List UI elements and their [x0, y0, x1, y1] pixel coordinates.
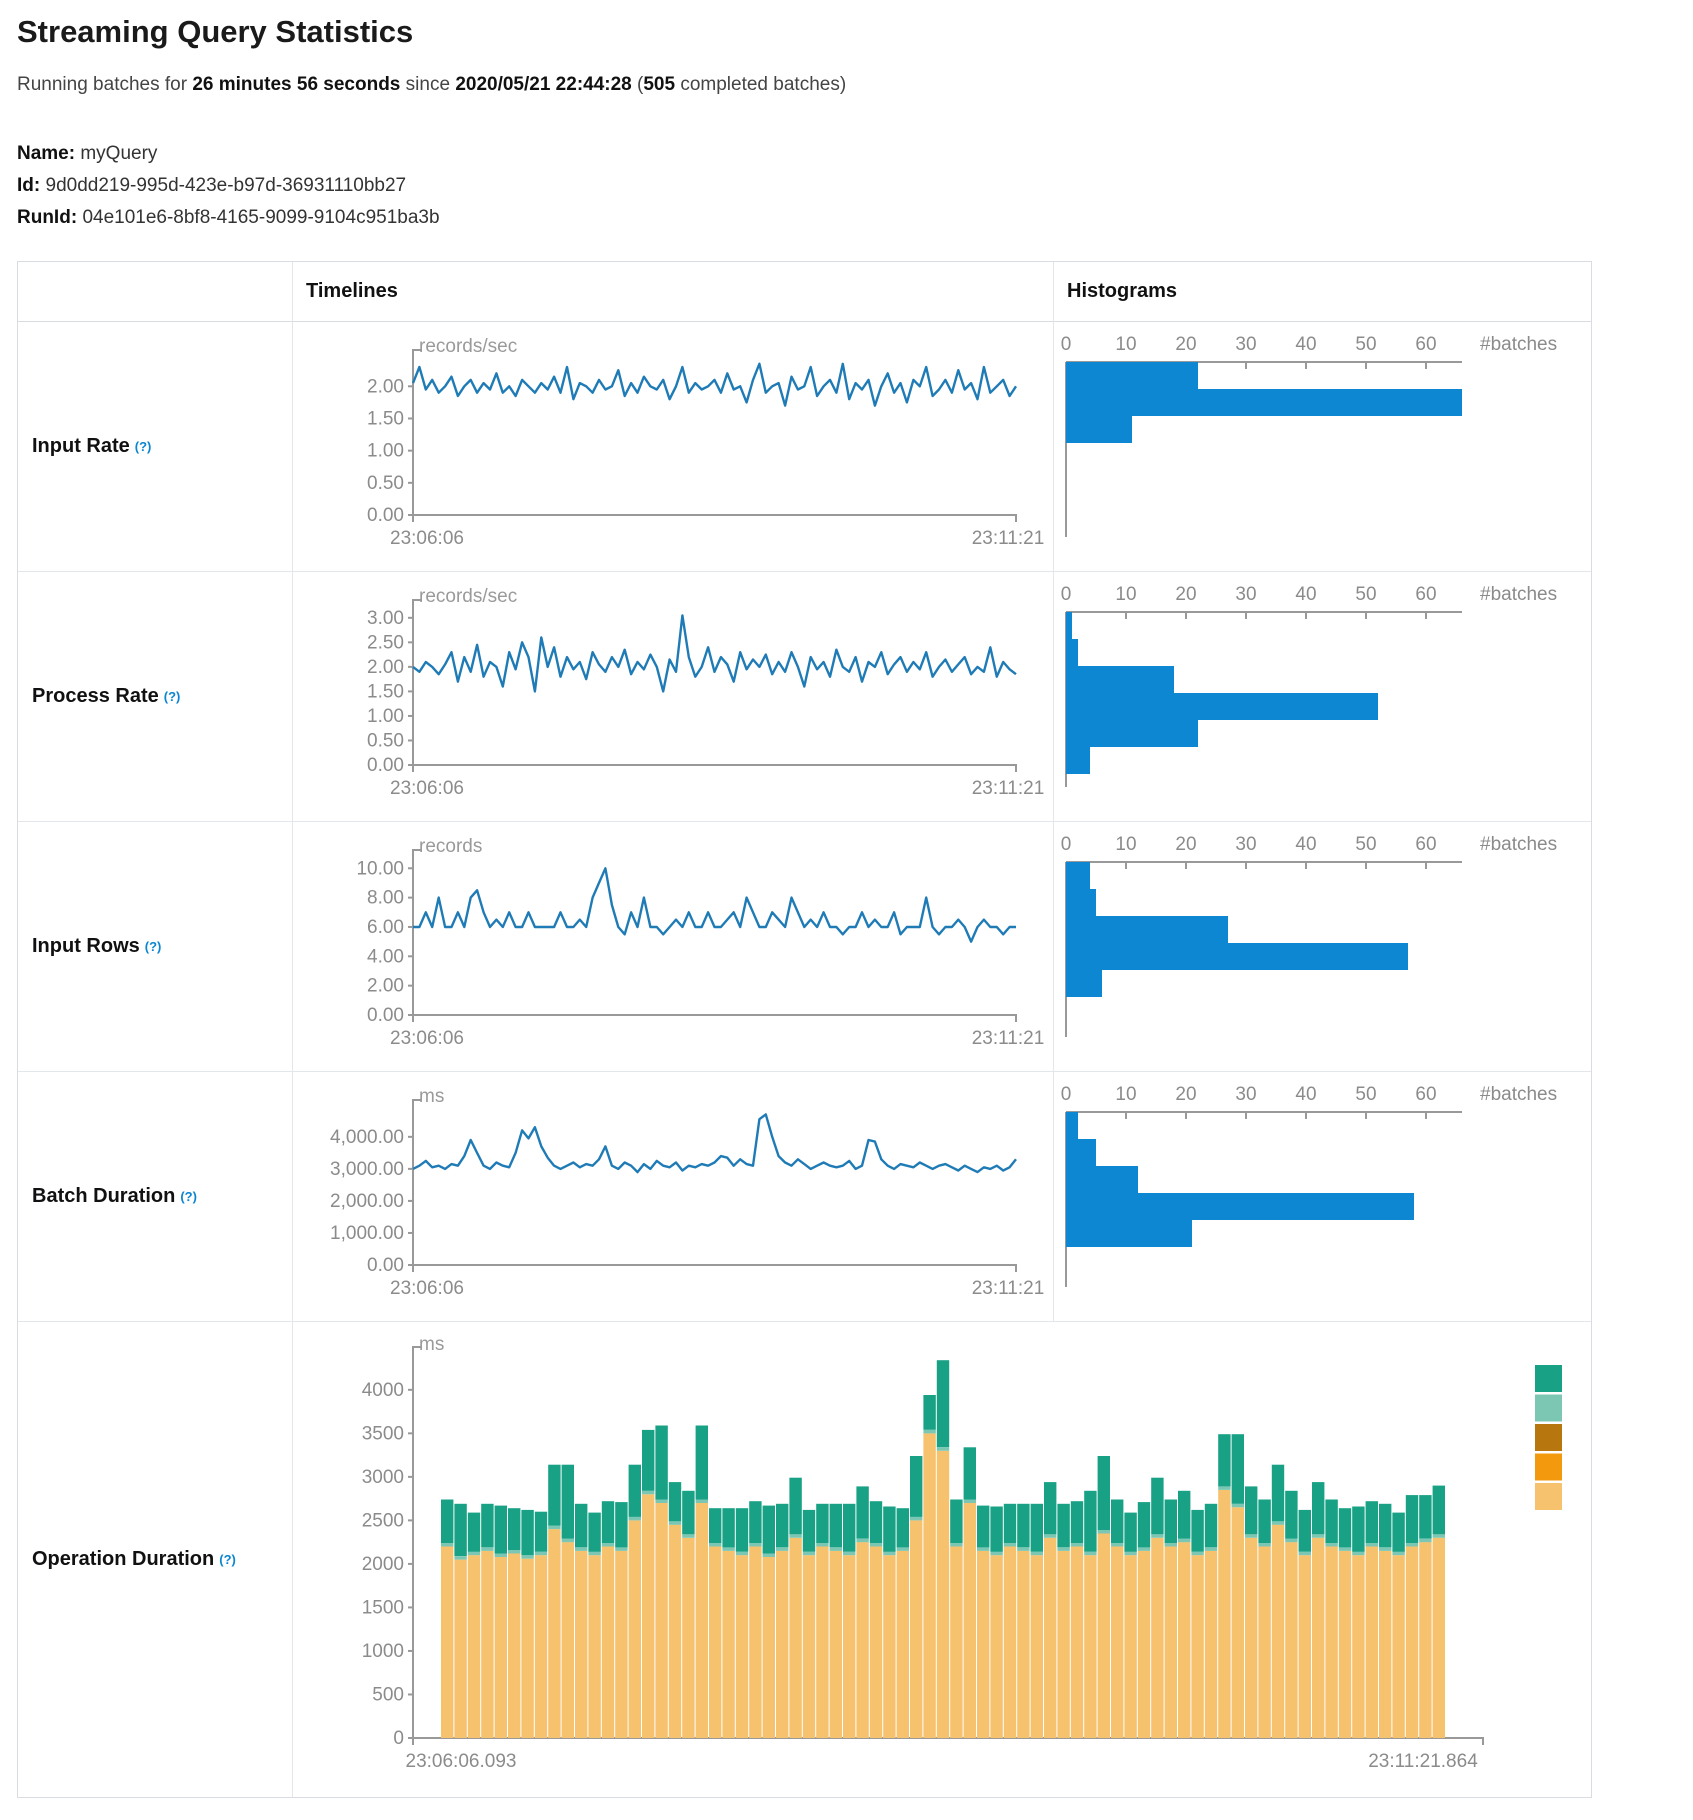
svg-text:20: 20 [1175, 834, 1197, 855]
header-histograms: Histograms [1054, 262, 1591, 322]
row-label-input-rate [18, 322, 293, 572]
query-runid-label: RunId: [17, 207, 78, 228]
summary-suffix: completed batches) [675, 74, 847, 95]
svg-text:20: 20 [1175, 334, 1197, 355]
svg-text:#batches: #batches [1480, 834, 1558, 855]
svg-text:3500: 3500 [361, 1423, 404, 1445]
legend-swatch-0 [1535, 1365, 1562, 1392]
legend-swatch-2 [1535, 1424, 1562, 1451]
svg-text:0.00: 0.00 [367, 505, 404, 526]
svg-text:40: 40 [1295, 1084, 1317, 1105]
svg-text:0: 0 [1060, 584, 1072, 605]
operation-duration-stacked-chart [293, 1322, 1591, 1797]
header-empty-cell [18, 262, 293, 322]
svg-text:60: 60 [1415, 584, 1437, 605]
svg-text:1.50: 1.50 [367, 681, 404, 703]
svg-text:23:06:06: 23:06:06 [390, 1278, 464, 1299]
svg-text:60: 60 [1415, 334, 1437, 355]
summary-prefix: Running batches for [17, 74, 193, 95]
svg-text:50: 50 [1355, 584, 1377, 605]
svg-text:60: 60 [1415, 834, 1437, 855]
summary-paren: ( [631, 74, 644, 95]
svg-text:3000: 3000 [361, 1466, 404, 1488]
query-metadata [17, 138, 440, 234]
svg-text:30: 30 [1235, 834, 1257, 855]
batch-duration-histogram-chart [1054, 1072, 1591, 1322]
input-rows-help-icon[interactable]: (?) [144, 939, 162, 954]
legend-swatch-1 [1535, 1395, 1562, 1422]
svg-text:records/sec: records/sec [419, 586, 518, 607]
svg-text:23:11:21: 23:11:21 [971, 528, 1045, 549]
svg-text:6.00: 6.00 [367, 916, 404, 938]
svg-text:40: 40 [1295, 834, 1317, 855]
svg-text:#batches: #batches [1480, 584, 1558, 605]
input-rate-histogram-chart [1054, 322, 1591, 572]
svg-text:20: 20 [1175, 584, 1197, 605]
query-runid-value: 04e101e6-8bf8-4165-9099-9104c951ba3b [82, 207, 440, 228]
query-id-value: 9d0dd219-995d-423e-b97d-36931110bb27 [45, 175, 407, 196]
summary-mid: since [400, 74, 456, 95]
batch-duration-timeline-chart [293, 1072, 1054, 1322]
svg-text:30: 30 [1235, 1084, 1257, 1105]
svg-text:50: 50 [1355, 334, 1377, 355]
svg-text:10: 10 [1115, 334, 1137, 355]
svg-text:1.00: 1.00 [367, 440, 404, 462]
query-name-line [17, 138, 440, 170]
svg-text:#batches: #batches [1480, 334, 1558, 355]
svg-text:4000: 4000 [361, 1379, 404, 1401]
svg-text:30: 30 [1235, 334, 1257, 355]
svg-text:0.00: 0.00 [367, 1005, 404, 1026]
svg-text:0: 0 [1060, 334, 1072, 355]
svg-text:500: 500 [372, 1684, 404, 1706]
svg-text:23:11:21.864: 23:11:21.864 [1368, 1751, 1478, 1772]
svg-text:4,000.00: 4,000.00 [330, 1126, 404, 1148]
legend-swatch-4 [1535, 1483, 1562, 1510]
svg-text:10: 10 [1115, 584, 1137, 605]
svg-text:0.50: 0.50 [367, 472, 404, 494]
row-label-input-rows [18, 822, 293, 1072]
svg-text:1.50: 1.50 [367, 408, 404, 430]
svg-text:2500: 2500 [361, 1510, 404, 1532]
legend-swatch-3 [1535, 1454, 1562, 1481]
running-batches-summary [17, 74, 846, 96]
batch-duration-label: Batch Duration [32, 1185, 176, 1207]
input-rate-timeline-chart [293, 322, 1054, 572]
svg-text:8.00: 8.00 [367, 887, 404, 909]
svg-text:23:06:06: 23:06:06 [390, 528, 464, 549]
svg-text:10.00: 10.00 [356, 858, 404, 880]
input-rate-label: Input Rate [32, 435, 130, 457]
svg-text:23:06:06: 23:06:06 [390, 1028, 464, 1049]
operation-duration-label: Operation Duration [32, 1548, 215, 1570]
svg-text:ms: ms [419, 1334, 445, 1355]
svg-text:2.50: 2.50 [367, 632, 404, 654]
statistics-table [17, 261, 1592, 1798]
svg-text:50: 50 [1355, 1084, 1377, 1105]
svg-text:2000: 2000 [361, 1553, 404, 1575]
batch-duration-help-icon[interactable]: (?) [180, 1189, 197, 1204]
svg-text:records/sec: records/sec [419, 336, 518, 357]
svg-text:0.00: 0.00 [367, 1255, 404, 1276]
svg-text:30: 30 [1235, 584, 1257, 605]
input-rows-histogram-chart [1054, 822, 1591, 1072]
svg-text:ms: ms [419, 1086, 445, 1107]
process-rate-help-icon[interactable]: (?) [163, 689, 181, 704]
process-rate-histogram-chart [1054, 572, 1591, 822]
svg-text:2.00: 2.00 [367, 975, 404, 997]
svg-text:2.00: 2.00 [367, 656, 404, 678]
svg-text:23:06:06: 23:06:06 [390, 778, 464, 799]
process-rate-timeline-chart [293, 572, 1054, 822]
svg-text:50: 50 [1355, 834, 1377, 855]
svg-text:40: 40 [1295, 334, 1317, 355]
input-rows-label: Input Rows [32, 935, 140, 957]
svg-text:2,000.00: 2,000.00 [330, 1190, 404, 1212]
svg-text:1,000.00: 1,000.00 [330, 1222, 404, 1244]
completed-batch-count: 505 [643, 74, 676, 95]
svg-text:1.00: 1.00 [367, 705, 404, 727]
svg-text:3,000.00: 3,000.00 [330, 1158, 404, 1180]
svg-text:0: 0 [1060, 834, 1072, 855]
svg-text:10: 10 [1115, 1084, 1137, 1105]
svg-text:0: 0 [1060, 1084, 1072, 1105]
svg-text:60: 60 [1415, 1084, 1437, 1105]
row-label-process-rate [18, 572, 293, 822]
svg-text:0: 0 [393, 1728, 404, 1749]
svg-text:records: records [419, 836, 483, 857]
start-timestamp: 2020/05/21 22:44:28 [455, 74, 632, 95]
row-label-operation-duration [18, 1322, 293, 1797]
query-runid-line [17, 202, 440, 234]
svg-text:40: 40 [1295, 584, 1317, 605]
header-timelines: Timelines [293, 262, 1054, 322]
svg-text:1000: 1000 [361, 1640, 404, 1662]
operation-duration-help-icon[interactable]: (?) [219, 1552, 236, 1567]
query-name-value: myQuery [80, 143, 158, 164]
svg-text:#batches: #batches [1480, 1084, 1558, 1105]
svg-text:23:11:21: 23:11:21 [971, 778, 1045, 799]
row-label-batch-duration [18, 1072, 293, 1322]
svg-text:23:11:21: 23:11:21 [971, 1278, 1045, 1299]
svg-text:0.00: 0.00 [367, 755, 404, 776]
svg-text:4.00: 4.00 [367, 946, 404, 968]
query-id-label: Id: [17, 175, 41, 196]
input-rate-help-icon[interactable]: (?) [134, 439, 152, 454]
process-rate-label: Process Rate [32, 685, 159, 707]
page-title: Streaming Query Statistics [17, 14, 414, 49]
svg-text:23:06:06.093: 23:06:06.093 [405, 1751, 517, 1772]
svg-text:23:11:21: 23:11:21 [971, 1028, 1045, 1049]
query-id-line [17, 170, 440, 202]
svg-text:1500: 1500 [361, 1597, 404, 1619]
query-name-label: Name: [17, 143, 76, 164]
input-rows-timeline-chart [293, 822, 1054, 1072]
svg-text:10: 10 [1115, 834, 1137, 855]
running-duration: 26 minutes 56 seconds [192, 74, 401, 95]
svg-text:3.00: 3.00 [367, 607, 404, 629]
svg-text:0.50: 0.50 [367, 730, 404, 752]
svg-text:20: 20 [1175, 1084, 1197, 1105]
svg-text:2.00: 2.00 [367, 376, 404, 398]
